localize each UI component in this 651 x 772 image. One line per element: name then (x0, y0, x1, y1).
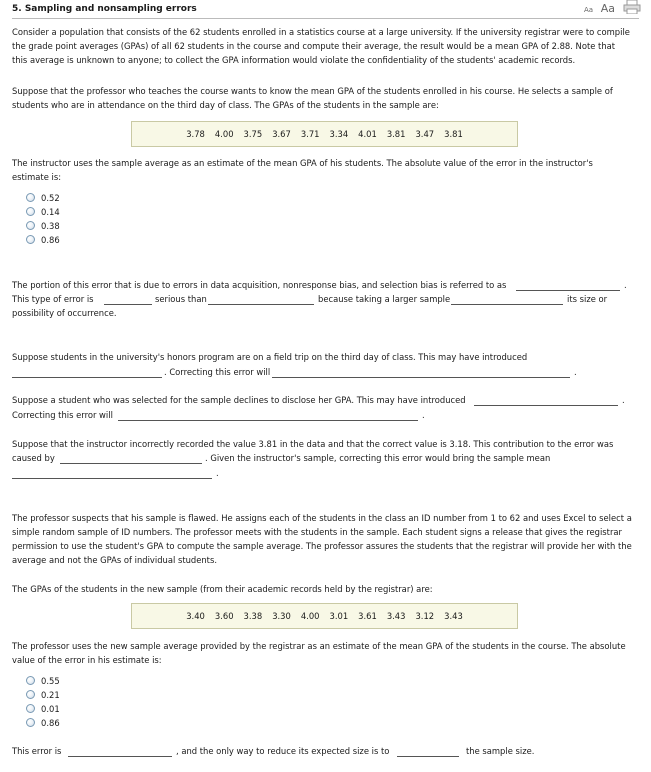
final-line-a: This error is (12, 746, 62, 756)
final-line-c: the sample size. (466, 746, 535, 756)
sample1-gpa: 3.81 (444, 129, 463, 139)
q1-option[interactable]: 0.52 (26, 191, 60, 204)
radio-button[interactable] (26, 676, 35, 685)
sample1-gpa: 3.47 (415, 129, 435, 139)
sample2-gpa: 3.40 (186, 611, 205, 621)
sample2-gpa: 3.12 (415, 611, 435, 621)
sample1-gpa: 4.01 (358, 129, 377, 139)
recorded-line2a: caused by (12, 453, 55, 463)
sample-effect-dropdown[interactable] (451, 304, 563, 305)
honors-line2: . Correcting this error will (164, 367, 271, 377)
radio-button[interactable] (26, 690, 35, 699)
q1-option[interactable]: 0.38 (26, 219, 60, 232)
declines-correction-dropdown[interactable] (118, 420, 418, 421)
recorded-line1: Suppose that the instructor incorrectly recorded the value 3.81 in the data and that the correct value is 3.18. This contribution to the error was (12, 439, 614, 449)
sample1-gpa: 3.34 (329, 129, 349, 139)
radio-button[interactable] (26, 193, 35, 202)
sample2-gpa: 3.43 (444, 611, 463, 621)
sample1-gpa: 3.75 (243, 129, 263, 139)
comparison-dropdown[interactable] (208, 304, 314, 305)
recorded-cause-dropdown[interactable] (60, 463, 202, 464)
intro-paragraph: Consider a population that consists of the 62 students enrolled in a statistics course at a large university. If the university registrar were to compile the grade point averages (GPAs) of all 62 students in the course and compute their average, the result would be a mean GPA of 2.88. Note that this average is unknown to anyone; to collect the GPA information would violate the confidentiality of the students' academic records. (12, 27, 630, 65)
q2-text: The professor uses the new sample average provided by the registrar as an estimate of the mean GPA of the students in the course. The absolute value of the error in his estimate is: (12, 641, 626, 665)
sample1-data-box (131, 121, 518, 147)
sample2-gpa: 4.00 (300, 611, 320, 621)
portion-line1: The portion of this error that is due to errors in data acquisition, nonresponse bias, and selection bias is referred to as (12, 280, 507, 290)
q2-option[interactable]: 0.21 (26, 688, 60, 701)
sample2-gpa: 3.61 (358, 611, 377, 621)
sample2-gpa: 3.30 (272, 611, 291, 621)
q1-option[interactable]: 0.86 (26, 233, 60, 246)
final-error-type-dropdown[interactable] (68, 756, 172, 757)
q2-option[interactable]: 0.86 (26, 716, 60, 729)
sample1-description: Suppose that the professor who teaches the course wants to know the mean GPA of the students enrolled in his course. He selects a sample of students who are in attendance on the third day of class. The GPAs of the students in the sample are: (12, 86, 613, 110)
seriousness-dropdown[interactable] (104, 304, 152, 305)
sample1-gpa: 3.81 (386, 129, 406, 139)
declines-line1: Suppose a student who was selected for the sample declines to disclose her GPA. This may have introduced (12, 395, 466, 405)
sample2-gpa: 3.60 (214, 611, 234, 621)
final-action-dropdown[interactable] (397, 756, 459, 757)
q1-option[interactable]: 0.14 (26, 205, 60, 218)
portion-line2c: because taking a larger sample (318, 294, 451, 304)
radio-button[interactable] (26, 718, 35, 727)
q1-text: The instructor uses the sample average as an estimate of the mean GPA of his students. The absolute value of the error in the instructor's estimate is: (12, 158, 593, 182)
sample1-gpa: 3.71 (300, 129, 320, 139)
q2-option[interactable]: 0.55 (26, 674, 60, 687)
font-size-controls (584, 2, 615, 15)
print-icon[interactable] (623, 0, 641, 14)
sample2-description: The GPAs of the students in the new sample (from their academic records held by the registrar) are: (12, 584, 433, 594)
portion-line2b: serious than (155, 294, 207, 304)
sample2-gpa: 3.01 (329, 611, 349, 621)
radio-button[interactable] (26, 235, 35, 244)
honors-correction-dropdown[interactable] (272, 377, 570, 378)
font-decrease-button[interactable]: Aa (583, 6, 594, 14)
declines-line2: Correcting this error will (12, 410, 113, 420)
portion-line3: possibility of occurrence. (12, 308, 117, 318)
header-divider (12, 18, 639, 19)
suspects-paragraph: The professor suspects that his sample is flawed. He assigns each of the students in the class an ID number from 1 to 62 and uses Excel to select a simple random sample of ID numbers. The professor meets with the students in the sample. Each student signs a release that gives the registrar permission to use the student's GPA to compute the sample average. The professor assures the students that the registrar will provide her with the average and not the GPAs of individual students. (12, 513, 632, 565)
radio-button[interactable] (26, 207, 35, 216)
portion-line2a: This type of error is (12, 294, 94, 304)
final-line-b: , and the only way to reduce its expected size is to (176, 746, 390, 756)
sample1-gpa: 4.00 (214, 129, 234, 139)
radio-button[interactable] (26, 704, 35, 713)
sample1-gpa: 3.78 (186, 129, 205, 139)
honors-line1: Suppose students in the university's honors program are on a field trip on the third day of class. This may have introduced (12, 352, 528, 362)
question-title: 5. Sampling and nonsampling errors (12, 4, 197, 14)
q2-option[interactable]: 0.01 (26, 702, 60, 715)
declines-error-dropdown[interactable] (474, 405, 618, 406)
sample2-gpa: 3.43 (386, 611, 406, 621)
error-type-dropdown[interactable] (516, 290, 620, 291)
sample2-data-box (131, 603, 518, 629)
portion-line2d: its size or (567, 294, 608, 304)
recorded-direction-dropdown[interactable] (12, 478, 212, 479)
radio-button[interactable] (26, 221, 35, 230)
recorded-line2b: . Given the instructor's sample, correcting this error would bring the sample mean (205, 453, 551, 463)
honors-error-dropdown[interactable] (12, 377, 162, 378)
sample2-gpa: 3.38 (243, 611, 263, 621)
font-increase-button[interactable]: Aa (600, 2, 615, 15)
sample1-gpa: 3.67 (272, 129, 291, 139)
